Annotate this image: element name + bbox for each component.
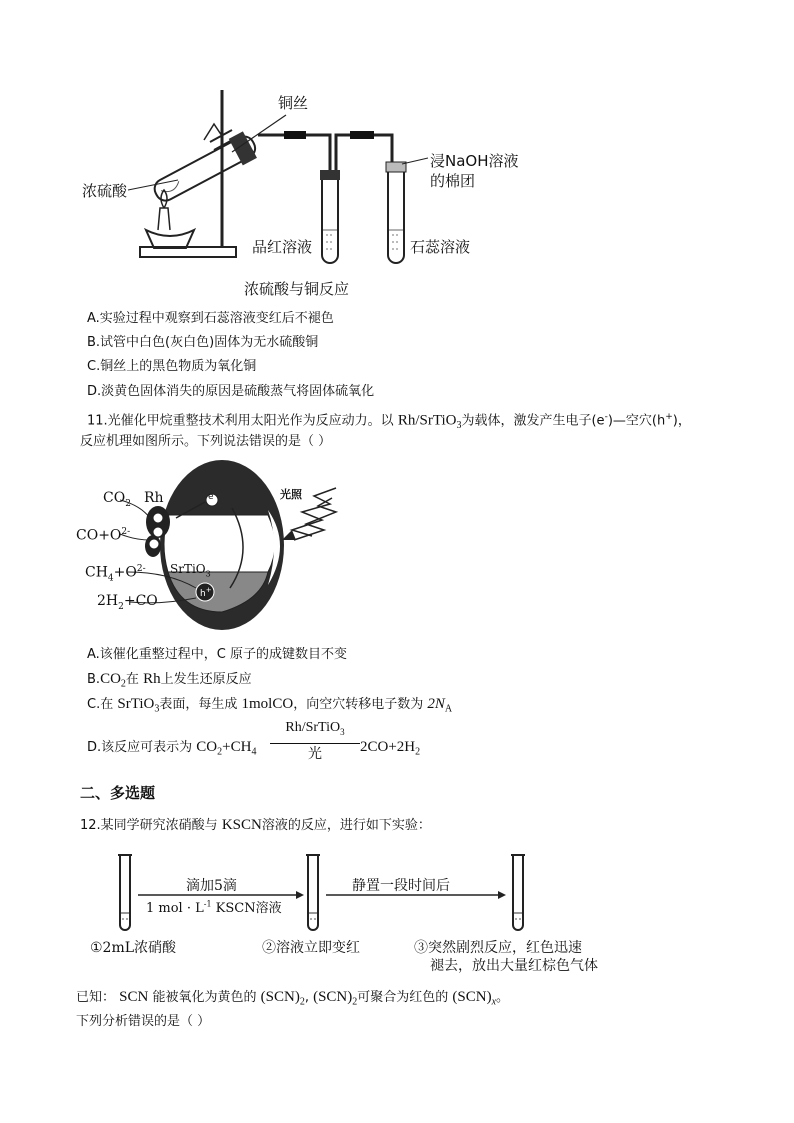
q10-option-c: C.铜丝上的黑色物质为氧化铜 [87, 359, 257, 374]
apparatus-figure [0, 80, 794, 300]
label-pinhong-solution: 品红溶液 [252, 238, 313, 256]
q11-stem: 11.光催化甲烷重整技术利用太阳光作为反应动力。以 Rh/SrTiO$_3$为载体，激发产生电子(e-)—空穴(h+)， [87, 412, 691, 431]
q10-option-d: D.淡黄色固体消失的原因是硫酸蒸气将固体硫氧化 [87, 384, 375, 399]
q11-option-d-condition: Rh/SrTiO$_3$ 光 [270, 720, 360, 762]
label-light: 光照 [280, 488, 302, 501]
experiment-drawing [0, 845, 794, 980]
q12-stem: 12.某同学研究浓硝酸与 KSCN溶液的反应，进行如下实验： [80, 817, 431, 833]
label-electron: e [208, 492, 214, 502]
label-conc-sulfuric-acid: 浓硫酸 [82, 182, 128, 200]
q12-question: 下列分析错误的是（ ） [76, 1014, 211, 1029]
step3-label-2: 褪去，放出大量红棕色气体 [430, 958, 598, 974]
q11-option-d-rhs: $2CO+2H_2$ [360, 739, 421, 758]
figure-caption: 浓硫酸与铜反应 [244, 280, 350, 298]
arrow2-top-label: 静置一段时间后 [352, 878, 450, 894]
q11-option-d: D.该反应可表示为 $CO_2+CH_4$ [87, 739, 257, 758]
label-srtio3: SrTiO$_3$ [170, 562, 211, 579]
q11-option-a: A.该催化重整过程中，C 原子的成键数目不变 [87, 647, 348, 662]
mechanism-figure [0, 460, 794, 640]
q11-option-c: C.在 SrTiO$_3$表面，每生成 1molCO，向空穴转移电子数为 $2N_A$ [87, 696, 453, 715]
label-copper-wire: 铜丝 [278, 94, 309, 112]
condition-bar [270, 743, 360, 744]
mechanism-drawing [0, 460, 794, 640]
step1-label: ①2mL浓硝酸 [90, 940, 177, 956]
q11-option-b: $B.CO_2$在 Rh上发生还原反应 [87, 671, 252, 690]
label-rh: Rh [144, 490, 164, 506]
step3-label: ③突然剧烈反应，红色迅速 [414, 940, 582, 956]
arrow1-top-label: 滴加5滴 [186, 878, 237, 894]
label-co-o: $CO+O^{2-}$ [76, 527, 131, 544]
step2-label: ②溶液立即变红 [262, 940, 360, 956]
q11-stem-line2: 反应机理如图所示。下列说法错误的是（ ） [80, 434, 332, 449]
label-naoh-cotton: 浸NaOH溶液 [430, 152, 519, 170]
label-ch4-o: $CH_4+O^{2-}$ [85, 564, 146, 584]
arrow1-bottom-label: 1 mol · $L^{-1}$ KSCN溶液 [146, 899, 282, 916]
label-h2-co: $2H_2+CO$ [97, 593, 158, 612]
q10-option-a: A.实验过程中观察到石蕊溶液变红后不褪色 [87, 311, 334, 326]
q12-known: 已知： SCN 能被氧化为黄色的 $(SCN)_2$, $(SCN)_2$可聚合为红色的 $(SCN)_x$。 [76, 989, 510, 1008]
label-naoh-cotton-2: 的棉团 [430, 172, 476, 190]
section-title: 二、多选题 [80, 784, 156, 802]
label-hole: h+ [200, 586, 212, 599]
experiment-figure [0, 845, 794, 980]
label-co2: $CO_2$ [103, 490, 131, 509]
label-litmus-solution: 石蕊溶液 [410, 238, 471, 256]
q10-option-b: B.试管中白色(灰白色)固体为无水硫酸铜 [87, 335, 319, 350]
